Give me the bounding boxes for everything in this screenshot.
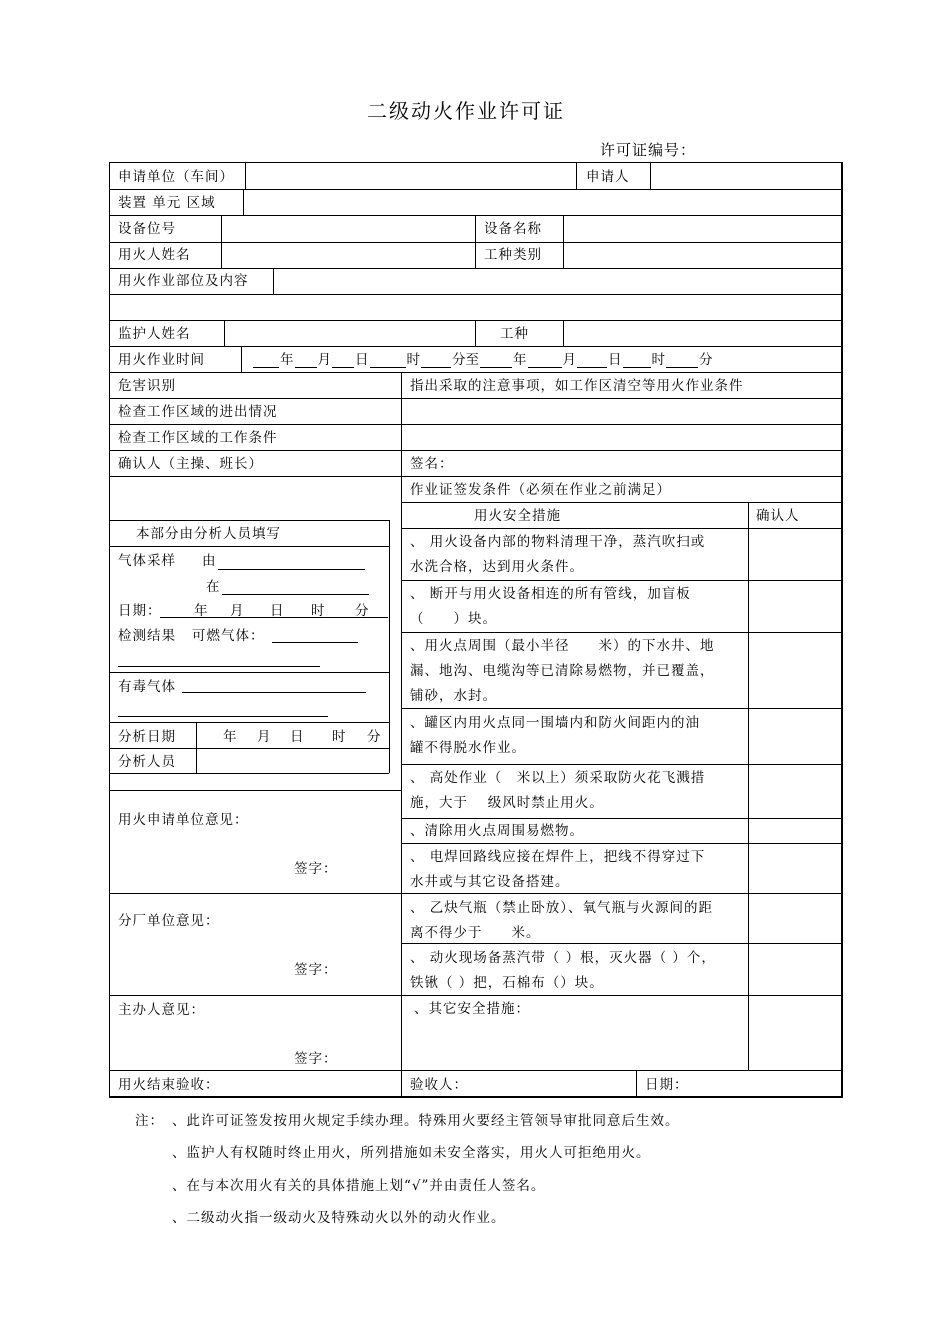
sample-date-label: 日期： xyxy=(118,603,162,619)
row-line xyxy=(401,580,842,581)
year2-blank[interactable] xyxy=(480,366,512,368)
note-item: 、监护人有权随时终止用火，所列措施如未安全落实，用火人可拒绝用火。 xyxy=(172,1145,651,1161)
row-line xyxy=(109,424,842,425)
col-line xyxy=(475,215,476,268)
measure-10-line1: 、其它安全措施： xyxy=(414,1001,530,1017)
measure-3-line3: 铺砂，水封。 xyxy=(410,688,497,704)
measure-8-line2: 离不得少于 米。 xyxy=(410,925,541,941)
row-line xyxy=(401,632,842,633)
minute2-blank[interactable] xyxy=(666,366,698,368)
toxic-gas-label: 有毒气体 xyxy=(118,679,176,695)
sample-date-month: 月 xyxy=(230,603,245,619)
row-line xyxy=(401,943,842,944)
note-item: 、此许可证签发按用火规定手续办理。特殊用火要经主管领导审批同意后生效。 xyxy=(172,1113,680,1129)
trade-type-label: 工种类别 xyxy=(484,247,542,263)
col-line xyxy=(748,502,749,1070)
measure-2-line2: （ ）块。 xyxy=(410,611,497,627)
toxic-gas-blank[interactable] xyxy=(182,692,366,693)
permit-number-label: 许可证编号： xyxy=(600,141,697,159)
analysis-box-line xyxy=(109,672,389,673)
measure-4-line1: 、罐区内用火点同一围墙内和防火间距内的油 xyxy=(410,715,700,731)
location-content-label: 用火作业部位及内容 xyxy=(118,273,249,289)
acceptance-label: 用火结束验收： xyxy=(118,1077,220,1093)
day2-blank[interactable] xyxy=(577,366,607,368)
sample-date-year: 年 xyxy=(194,603,209,619)
measure-1-line2: 水洗合格，达到用火条件。 xyxy=(410,559,584,575)
sample-date-minute: 分 xyxy=(355,603,370,619)
row-line xyxy=(401,528,842,529)
combustible-gas-blank-2[interactable] xyxy=(118,666,320,667)
measure-6-line1: 、清除用火点周围易燃物。 xyxy=(410,823,584,839)
hour2-blank[interactable] xyxy=(623,366,651,368)
measure-3-line2: 漏、地沟、电缆沟等已清除易燃物，并已覆盖， xyxy=(410,663,715,679)
analysis-box-line xyxy=(109,748,389,749)
access-check-label: 检查工作区域的进出情况 xyxy=(118,404,278,420)
table-left-border xyxy=(109,162,110,1098)
gas-sample-label: 气体采样 xyxy=(118,553,176,569)
device-area-label: 装置 单元 区域 xyxy=(118,195,216,211)
col-line xyxy=(224,320,225,346)
note-item: 、在与本次用火有关的具体措施上划“√”并由责任人签名。 xyxy=(172,1178,546,1194)
row-line xyxy=(109,294,842,295)
sample-date-hour: 时 xyxy=(311,603,326,619)
row-line xyxy=(401,995,842,996)
sample-from-blank[interactable] xyxy=(218,569,365,570)
confirmer-label: 确认人（主操、班长） xyxy=(118,456,263,472)
measure-5-line1: 、 高处作业（ 米以上）须采取防火花飞溅措 xyxy=(410,770,706,786)
row-line xyxy=(109,476,842,477)
measure-2-line1: 、 断开与用火设备相连的所有管线，加盲板 xyxy=(410,586,691,602)
analysis-box-line xyxy=(109,546,389,547)
confirm-header: 确认人 xyxy=(756,508,800,524)
row-line xyxy=(401,708,842,709)
analysis-date-year: 年 xyxy=(223,729,238,745)
month2-blank[interactable] xyxy=(528,366,562,368)
page-title: 二级动火作业许可证 xyxy=(367,99,565,123)
test-result-label: 检测结果 xyxy=(118,628,176,644)
measure-9-line2: 铁锹（ ）把，石棉布（）块。 xyxy=(410,975,604,991)
measure-4-line2: 罐不得脱水作业。 xyxy=(410,740,526,756)
col-line xyxy=(650,162,651,189)
analysis-box-bottom xyxy=(109,773,389,774)
row-line xyxy=(109,189,842,190)
analysis-box-right xyxy=(389,520,390,773)
analysis-box-top xyxy=(109,520,389,521)
hazard-note: 指出采取的注意事项，如工作区清空等用火作业条件 xyxy=(410,378,744,394)
combustible-gas-label: 可燃气体： xyxy=(192,628,265,644)
row-line xyxy=(109,790,401,791)
measure-1-line1: 、 用火设备内部的物料清理干净，蒸汽吹扫或 xyxy=(410,534,706,550)
acceptance-date-label: 日期： xyxy=(645,1077,689,1093)
row-line xyxy=(401,818,842,819)
sample-date-day: 日 xyxy=(270,603,285,619)
table-right-border xyxy=(841,162,843,1098)
analysis-box-line xyxy=(109,722,389,723)
apply-unit-sign-label: 签字： xyxy=(294,861,338,877)
measure-8-line1: 、 乙炔气瓶（禁止卧放）、氧气瓶与火源间的距 xyxy=(410,900,714,916)
col-line xyxy=(273,268,274,294)
row-line xyxy=(401,843,842,844)
sample-at-label: 在 xyxy=(206,579,221,595)
col-line xyxy=(475,320,476,346)
col-line xyxy=(636,1070,637,1096)
work-time-label: 用火作业时间 xyxy=(118,352,205,368)
row-line xyxy=(401,764,842,765)
table-top-border xyxy=(109,162,843,163)
col-line xyxy=(401,372,402,1096)
branch-sign-label: 签字： xyxy=(294,962,338,978)
minute-blank[interactable] xyxy=(421,366,451,368)
conditions-check-label: 检查工作区域的工作条件 xyxy=(118,430,278,446)
apply-unit-label: 申请单位（车间） xyxy=(118,169,234,185)
host-sign-label: 签字： xyxy=(294,1051,338,1067)
work-time-fields: 年 月 日 时 分至 年 月 日 时 分 xyxy=(252,354,713,368)
col-line xyxy=(576,162,577,189)
measure-7-line1: 、 电焊回路线应接在焊件上，把线不得穿过下 xyxy=(410,849,706,865)
analysis-date-minute: 分 xyxy=(367,729,382,745)
combustible-gas-blank[interactable] xyxy=(272,642,358,643)
row-line xyxy=(109,995,401,996)
row-line xyxy=(109,893,401,894)
month-blank[interactable] xyxy=(295,366,317,368)
hazard-identify-label: 危害识别 xyxy=(118,378,176,394)
sample-at-blank[interactable] xyxy=(222,594,369,595)
row-line xyxy=(109,398,842,399)
measure-7-line2: 水井或与其它设备搭建。 xyxy=(410,874,570,890)
sign-label: 签名： xyxy=(410,456,454,472)
analysis-date-label: 分析日期 xyxy=(118,729,176,745)
col-line xyxy=(563,215,564,268)
row-line xyxy=(109,372,842,373)
host-opinion-label: 主办人意见： xyxy=(118,1002,205,1018)
equip-name-label: 设备名称 xyxy=(484,221,542,237)
row-line xyxy=(109,1070,401,1071)
analysis-box-divider xyxy=(196,722,197,773)
measure-5-line2: 施，大于 级风时禁止用火。 xyxy=(410,795,604,811)
row-line xyxy=(401,502,842,503)
row-line xyxy=(401,893,842,894)
apply-unit-opinion-label: 用火申请单位意见： xyxy=(118,812,249,828)
acceptor-label: 验收人： xyxy=(410,1077,468,1093)
col-line xyxy=(563,320,564,346)
applicant-label: 申请人 xyxy=(586,169,630,185)
row-line xyxy=(109,268,842,269)
measure-9-line1: 、 动火现场备蒸汽带（ ）根，灭火器（ ）个， xyxy=(410,950,716,966)
equip-no-label: 设备位号 xyxy=(118,221,176,237)
issue-conditions-label: 作业证签发条件（必须在作业之前满足） xyxy=(410,482,671,498)
analysis-date-month: 月 xyxy=(257,729,272,745)
analysis-date-hour: 时 xyxy=(332,729,347,745)
branch-opinion-label: 分厂单位意见： xyxy=(118,913,220,929)
trade-label: 工种 xyxy=(500,326,529,342)
table-bottom-border xyxy=(109,1096,843,1098)
toxic-gas-blank-2[interactable] xyxy=(118,716,328,717)
row-line xyxy=(109,450,842,451)
hour-blank[interactable] xyxy=(370,366,406,368)
sample-from-label: 由 xyxy=(202,553,217,569)
row-line xyxy=(401,1070,842,1071)
notes-prefix: 注： xyxy=(135,1113,164,1129)
note-item: 、二级动火指一级动火及特殊动火以外的动火作业。 xyxy=(172,1210,506,1226)
col-line xyxy=(221,215,222,268)
analysis-date-day: 日 xyxy=(290,729,305,745)
day-blank[interactable] xyxy=(332,366,354,368)
col-line xyxy=(243,189,244,215)
measures-header: 用火安全措施 xyxy=(474,508,561,524)
measure-3-line1: 、用火点周围（最小半径 米）的下水井、地 xyxy=(410,638,715,654)
row-line xyxy=(109,346,842,347)
year-blank[interactable] xyxy=(253,366,279,368)
guardian-name-label: 监护人姓名 xyxy=(118,326,191,342)
worker-name-label: 用火人姓名 xyxy=(118,247,191,263)
analyst-label: 分析人员 xyxy=(118,754,176,770)
col-line xyxy=(245,162,246,189)
analysis-header: 本部分由分析人员填写 xyxy=(136,526,281,542)
col-line xyxy=(241,346,242,372)
